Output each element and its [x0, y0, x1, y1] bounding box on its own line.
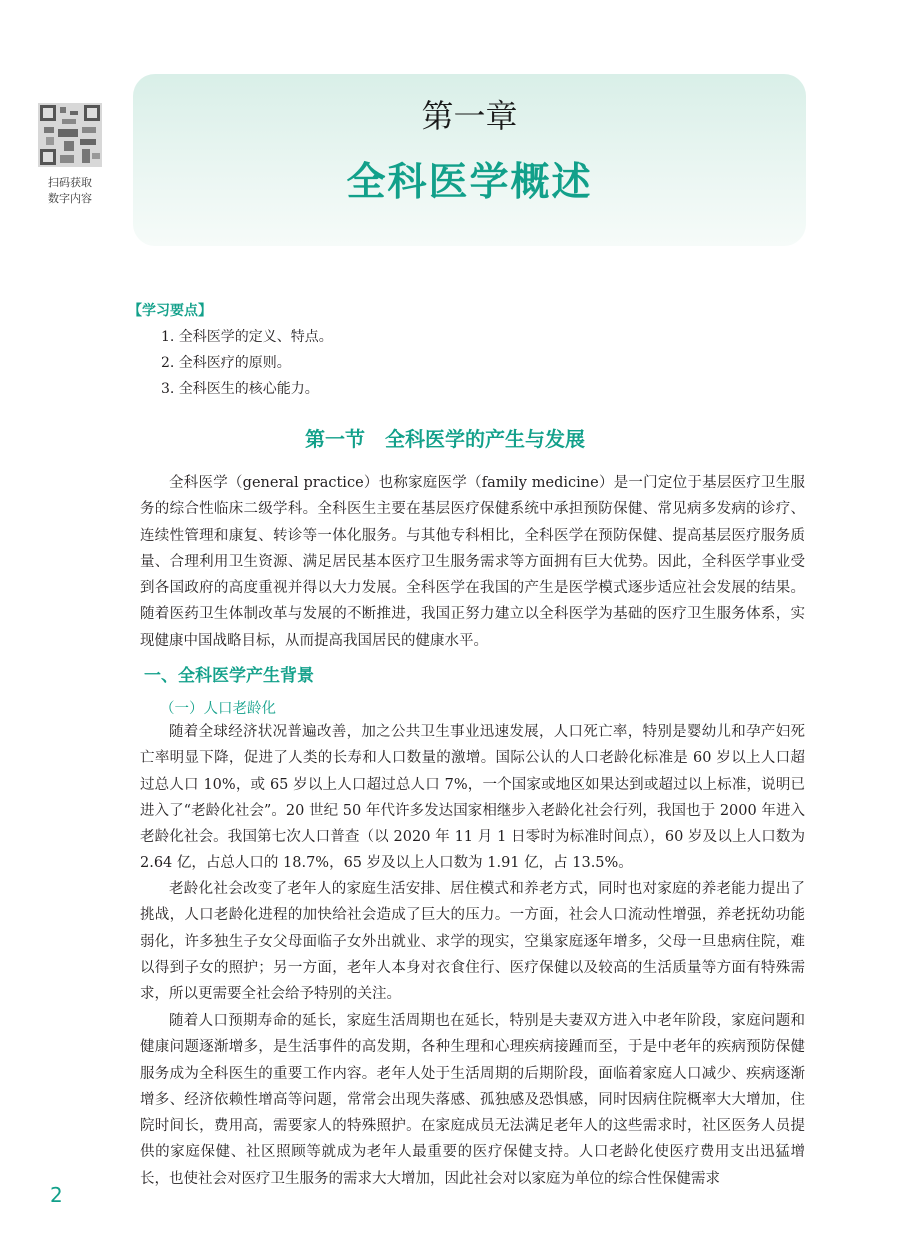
- body-paragraph-2: 老龄化社会改变了老年人的家庭生活安排、居住模式和养老方式，同时也对家庭的养老能力提出了挑战，人口老龄化进程的加快给社会造成了巨大的压力。一方面，社会人口流动性增强，养老抚幼功能弱化，许多独生子女父母面临子女外出就业、求学的现实，空巢家庭逐年增多，父母一旦患病住院，难以得到子女的照护；另一方面，老年人本身对衣食住行、医疗保健以及较高的生活质量等方面有特殊需求，所以更需要全社会给予特别的关注。: [140, 881, 805, 1003]
- qr-caption-line2: 数字内容: [48, 192, 92, 205]
- key-point-item: 2. 全科医疗的原则。: [161, 355, 291, 371]
- chapter-title: 全科医学概述: [346, 160, 593, 205]
- qr-caption: [30, 175, 110, 207]
- subsubsection-title: （一）人口老龄化: [160, 701, 276, 717]
- section-title: 第一节 全科医学的产生与发展: [305, 427, 585, 451]
- body-paragraph-1: 随着全球经济状况普遍改善，加之公共卫生事业迅速发展，人口死亡率，特别是婴幼儿和孕产妇死亡率明显下降，促进了人类的长寿和人口数量的激增。国际公认的人口老龄化标准是 60 岁以上人口超过总人口 10%，或 65 岁以上人口超过总人口 7%，一个国家或地区如果达到或超过以上标准，说明已进入了“老龄化社会”。20 世纪 50 年代许多发达国家相继步入老龄化社会行列，我国也于 2000 年进入老龄化社会。我国第七次人口普查（以 2020 年 11 月 1 日零时为标准时间点），60 岁及以上人口数为 2.64 亿，占总人口的 18.7%，65 岁及以上人口数为 1.91 亿，占 13.5%。: [140, 724, 805, 872]
- key-point-item: 1. 全科医学的定义、特点。: [161, 329, 333, 345]
- key-points-list: [161, 324, 333, 402]
- subsection-title: 一、全科医学产生背景: [144, 666, 314, 686]
- chapter-number: 第一章: [421, 97, 518, 135]
- key-points-heading: 【学习要点】: [128, 303, 212, 319]
- qr-code-icon: [38, 103, 102, 167]
- intro-paragraph: 全科医学（general practice）也称家庭医学（family medicine）是一门定位于基层医疗卫生服务的综合性临床二级学科。全科医生主要在基层医疗保健系统中承担预防保健、常见病多发病的诊疗、连续性管理和康复、转诊等一体化服务。与其他专科相比，全科医学在预防保健、提高基层医疗服务质量、合理利用卫生资源、满足居民基本医疗卫生服务需求等方面拥有巨大优势。因此，全科医学事业受到各国政府的高度重视并得以大力发展。全科医学在我国的产生是医学模式逐步适应社会发展的结果。随着医药卫生体制改革与发展的不断推进，我国正努力建立以全科医学为基础的医疗卫生服务体系，实现健康中国战略目标，从而提高我国居民的健康水平。: [140, 475, 805, 649]
- key-point-item: 3. 全科医生的核心能力。: [161, 381, 319, 397]
- body-paragraph-3: 随着人口预期寿命的延长，家庭生活周期也在延长，特别是夫妻双方进入中老年阶段，家庭问题和健康问题逐渐增多，是生活事件的高发期，各种生理和心理疾病接踵而至，于是中老年的疾病预防保健服务成为全科医生的重要工作内容。老年人处于生活周期的后期阶段，面临着家庭人口减少、疾病逐渐增多、经济依赖性增高等问题，常常会出现失落感、孤独感及恐惧感，同时因病住院概率大大增加，住院时间长，费用高，需要家人的特殊照护。在家庭成员无法满足老年人的这些需求时，社区医务人员提供的家庭保健、社区照顾等就成为老年人最重要的医疗保健支持。人口老龄化使医疗费用支出迅猛增长，也使社会对医疗卫生服务的需求大大增加，因此社会对以家庭为单位的综合性保健需求: [140, 1013, 805, 1187]
- qr-code: [38, 103, 102, 167]
- page-number: 2: [50, 1183, 63, 1207]
- qr-caption-line1: 扫码获取: [48, 176, 92, 189]
